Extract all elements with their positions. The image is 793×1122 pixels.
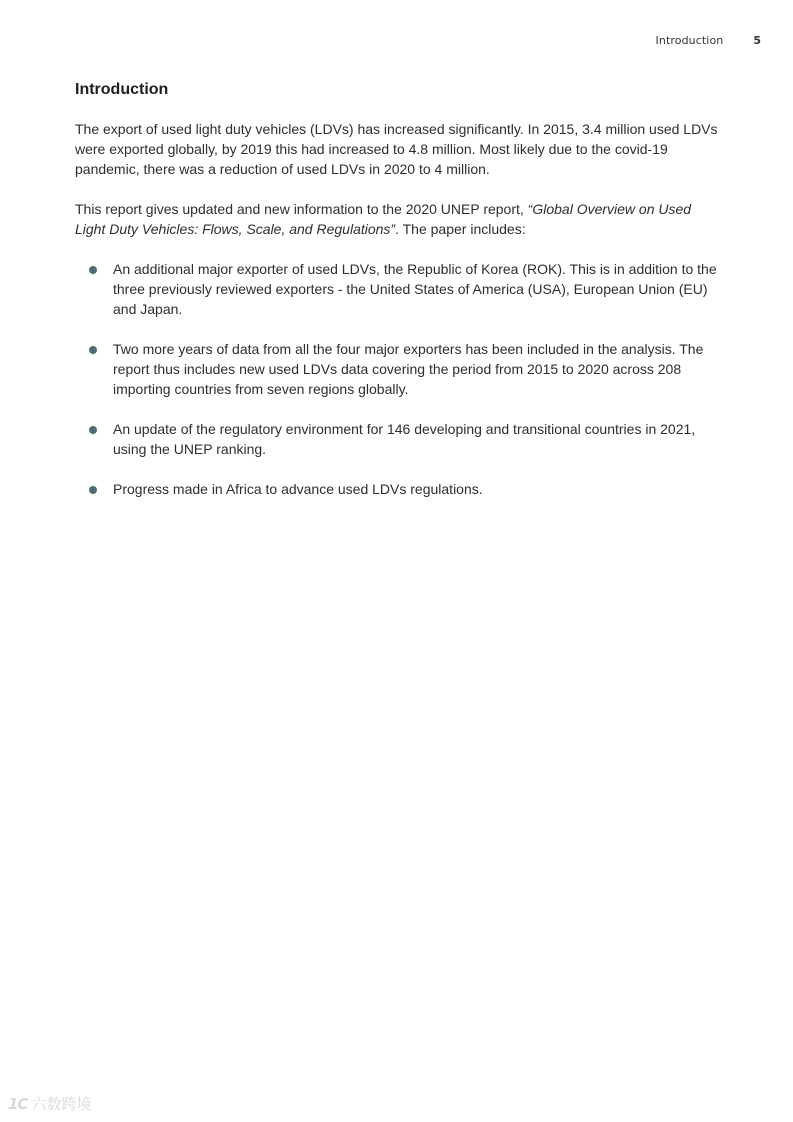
watermark-text: 六数跨境 [31,1095,92,1113]
list-item [75,339,720,399]
page-content [75,80,720,519]
list-item [75,419,720,459]
bullet-dot-icon [89,426,97,434]
report-paragraph-lead: This report gives updated and new information to the 2020 UNEP report, [75,201,528,217]
running-header [656,34,761,47]
watermark [8,1093,91,1114]
section-heading: Introduction [75,81,169,98]
intro-paragraph: The export of used light duty vehicles (LDVs) has increased significantly. In 2015, 3.4 million used LDVs were exported globally, by 2019 this had increased to 4.8 million. Most likely due to the covid-19 pandemic, there was a reduction of used LDVs in 2020 to 4 million. [75,121,718,177]
list-item [75,479,720,499]
list-item-text: Two more years of data from all the four major exporters has been included in the analysis. The report thus includes new used LDVs data covering the period from 2015 to 2020 across 208 importing countries from seven regions globally. [113,341,704,397]
inclusions-list [75,259,720,499]
list-item-text: Progress made in Africa to advance used LDVs regulations. [113,481,483,497]
list-item-text: An additional major exporter of used LDVs, the Republic of Korea (ROK). This is in addition to the three previously reviewed exporters - the United States of America (USA), European Union (EU) and Japan. [113,261,717,317]
bullet-dot-icon [89,266,97,274]
report-paragraph [75,199,720,239]
page-number: 5 [753,34,761,47]
list-item [75,259,720,319]
bullet-dot-icon [89,486,97,494]
watermark-logo-icon: 1C [8,1094,28,1113]
report-title-citation: “Global Overview on Used Light Duty Vehicles: Flows, Scale, and Regulations” [75,201,692,237]
list-item-text: An update of the regulatory environment for 146 developing and transitional countries in 2021, using the UNEP ranking. [113,421,696,457]
header-section-name: Introduction [655,34,724,47]
report-paragraph-tail: . The paper includes: [395,221,526,237]
bullet-dot-icon [89,346,97,354]
